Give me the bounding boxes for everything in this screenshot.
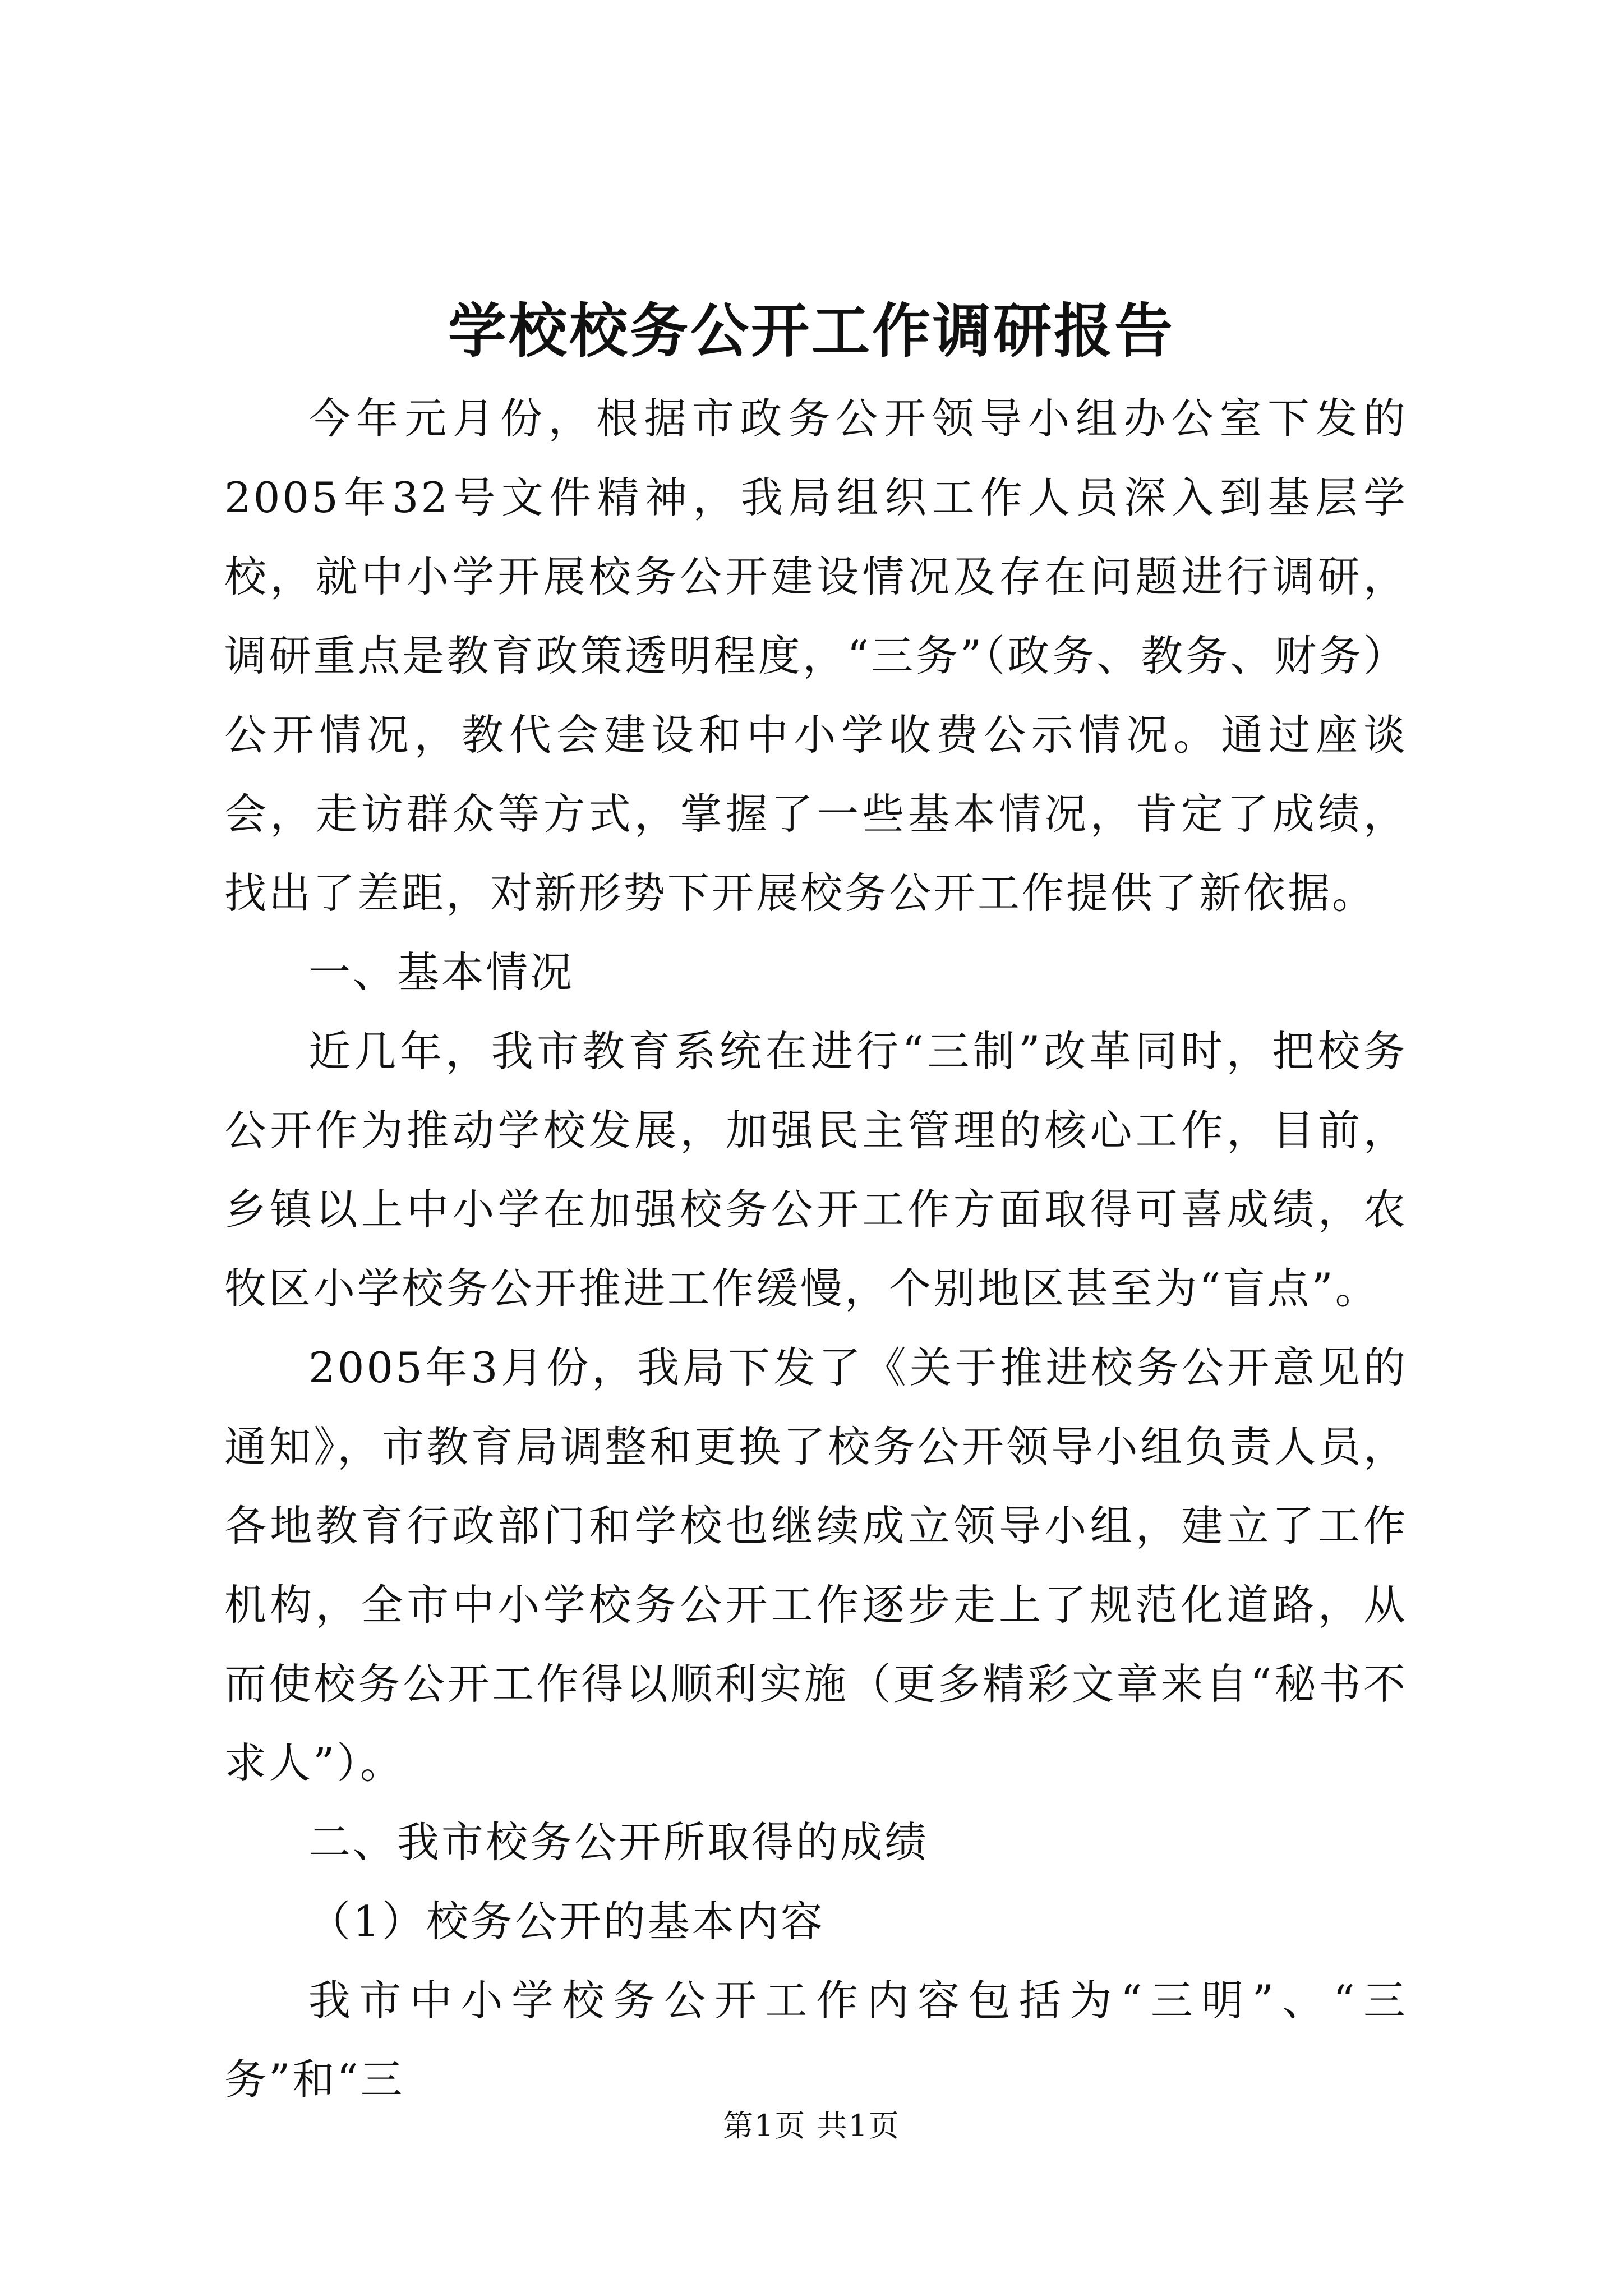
paragraph-intro: 今年元月份，根据市政务公开领导小组办公室下发的2005年32号文件精神，我局组织工作人员深入到基层学校，就中小学开展校务公开建设情况及存在问题进行调研，调研重点是教育政策透明程度，“三务”（政务、教务、财务）公开情况，教代会建设和中小学收费公示情况。通过座谈会，走访群众等方式，掌握了一些基本情况，肯定了成绩，找出了差距，对新形势下开展校务公开工作提供了新依据。 bbox=[224, 394, 1408, 918]
paragraph-content-scope: 我市中小学校务公开工作内容包括为“三明”、“三务”和“三 bbox=[224, 1976, 1408, 2104]
page-footer: 第1页 共1页 bbox=[723, 2108, 900, 2143]
section-heading-basic-situation: 一、基本情况 bbox=[308, 947, 575, 997]
document-body bbox=[224, 379, 1408, 2119]
paragraph-2005-notice: 2005年3月份，我局下发了《关于推进校务公开意见的通知》，市教育局调整和更换了校务公开领导小组负责人员，各地教育行政部门和学校也继续成立领导小组，建立了工作机构，全市中小学校务公开工作逐步走上了规范化道路，从而使校务公开工作得以顺利实施（更多精彩文章来自“秘书不求人”）。 bbox=[224, 1343, 1408, 1788]
paragraph-recent-years: 近几年，我市教育系统在进行“三制”改革同时，把校务公开作为推动学校发展，加强民主管理的核心工作，目前，乡镇以上中小学在加强校务公开工作方面取得可喜成绩，农牧区小学校务公开推进工作缓慢，个别地区甚至为“盲点”。 bbox=[224, 1027, 1408, 1313]
document-title: 学校校务公开工作调研报告 bbox=[448, 296, 1175, 365]
subsection-heading-basic-content: （1）校务公开的基本内容 bbox=[308, 1897, 825, 1946]
section-heading-achievements: 二、我市校务公开所取得的成绩 bbox=[308, 1818, 929, 1867]
